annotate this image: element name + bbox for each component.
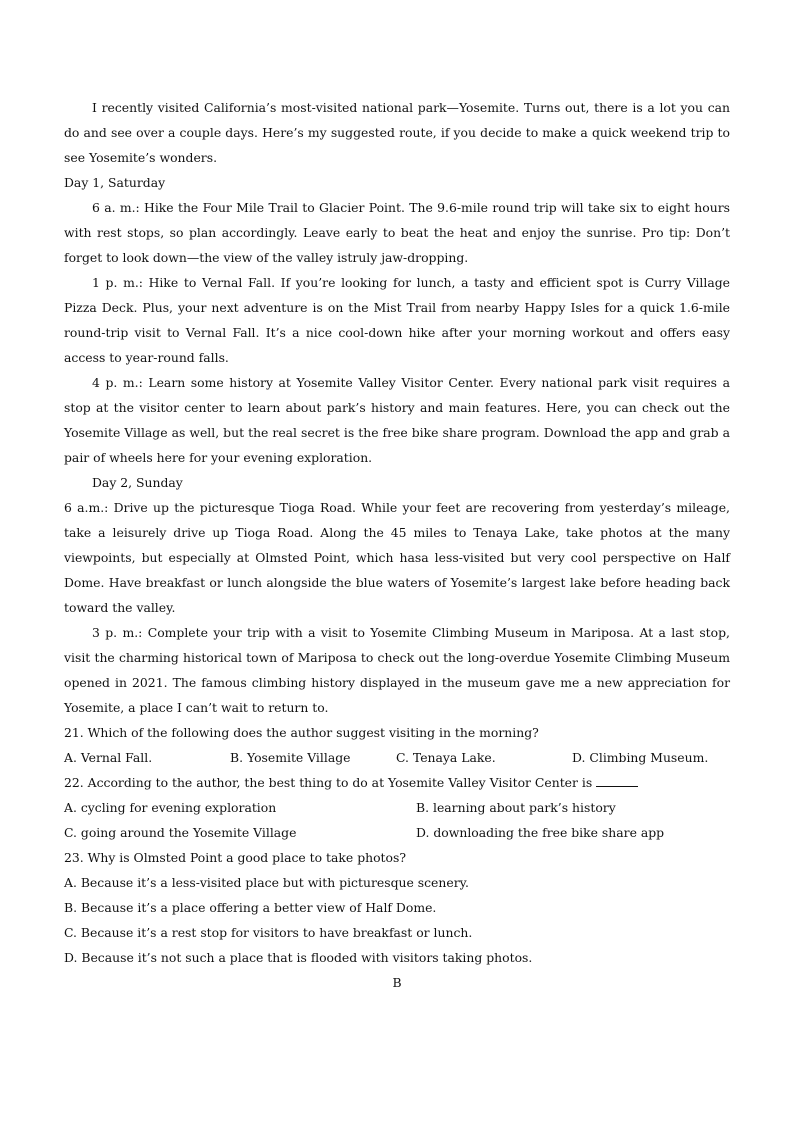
question-22-option-b[interactable]: B. learning about park’s history	[416, 800, 616, 815]
question-22-option-d[interactable]: D. downloading the free bike share app	[416, 825, 665, 840]
question-22-row	[64, 770, 730, 795]
question-22-stem: 22. According to the author, the best thing to do at Yosemite Valley Visitor Center is	[64, 775, 593, 790]
question-21-option-d[interactable]: D. Climbing Museum.	[572, 750, 709, 765]
question-23-stem: 23. Why is Olmsted Point a good place to take photos?	[64, 850, 407, 865]
day2-3pm-paragraph: 3 p. m.: Complete your trip with a visit to Yosemite Climbing Museum in Mariposa. At a last stop, visit the charming historical town of Mariposa to check out the long-overdue Yosemite Climbing Museum opened in 2021. The famous climbing history displayed in the museum gave me a new appreciation for Yosemite, a place I can’t wait to return to.	[64, 625, 730, 715]
day1-1pm-paragraph: 1 p. m.: Hike to Vernal Fall. If you’re looking for lunch, a tasty and efficient spot is Curry Village Pizza Deck. Plus, your next adventure is on the Mist Trail from nearby Happy Isles for a quick 1.6-mile round-trip visit to Vernal Fall. It’s a nice cool-down hike after your morning workout and offers easy access to year-round falls.	[64, 275, 730, 365]
day1-6am-paragraph: 6 a. m.: Hike the Four Mile Trail to Glacier Point. The 9.6-mile round trip will take six to eight hours with rest stops, so plan accordingly. Leave early to beat the heat and enjoy the sunrise. Pro tip: Don’t forget to look down—the view of the valley istruly jaw-dropping.	[64, 200, 730, 265]
question-22-options	[64, 795, 730, 845]
question-23-option-a[interactable]: A. Because it’s a less-visited place but with picturesque scenery.	[64, 875, 469, 890]
question-21-options	[64, 745, 730, 770]
day1-4pm-paragraph: 4 p. m.: Learn some history at Yosemite Valley Visitor Center. Every national park visit requires a stop at the visitor center to learn about park’s history and main features. Here, you can check out the Yosemite Village as well, but the real secret is the free bike share program. Download the app and grab a pair of wheels here for your evening exploration.	[64, 375, 730, 465]
question-23-option-c[interactable]: C. Because it’s a rest stop for visitors to have breakfast or lunch.	[64, 925, 473, 940]
day1-heading: Day 1, Saturday	[64, 175, 166, 190]
question-21-option-c[interactable]: C. Tenaya Lake.	[396, 750, 496, 765]
answer-blank	[596, 774, 638, 787]
day2-6am-paragraph: 6 a.m.: Drive up the picturesque Tioga Road. While your feet are recovering from yesterday’s mileage, take a leisurely drive up Tioga Road. Along the 45 miles to Tenaya Lake, take photos at the many viewpoints, but especially at Olmsted Point, which hasa less-visited but very cool perspective on Half Dome. Have breakfast or lunch alongside the blue waters of Yosemite’s largest lake before heading back toward the valley.	[64, 500, 730, 615]
reading-passage-page	[64, 95, 730, 995]
intro-paragraph: I recently visited California’s most-visited national park—Yosemite. Turns out, there is a lot you can do and see over a couple days. Here’s my suggested route, if you decide to make a quick weekend trip to see Yosemite’s wonders.	[64, 100, 730, 165]
question-23-option-d[interactable]: D. Because it’s not such a place that is flooded with visitors taking photos.	[64, 950, 533, 965]
day2-heading: Day 2, Sunday	[92, 475, 183, 490]
question-21-option-a[interactable]: A. Vernal Fall.	[64, 750, 153, 765]
question-23-option-b[interactable]: B. Because it’s a place offering a better view of Half Dome.	[64, 900, 437, 915]
question-21-stem: 21. Which of the following does the author suggest visiting in the morning?	[64, 725, 539, 740]
question-22-option-c[interactable]: C. going around the Yosemite Village	[64, 825, 297, 840]
question-22-option-a[interactable]: A. cycling for evening exploration	[64, 800, 277, 815]
question-21-option-b[interactable]: B. Yosemite Village	[230, 750, 351, 765]
section-label: B	[392, 975, 402, 990]
